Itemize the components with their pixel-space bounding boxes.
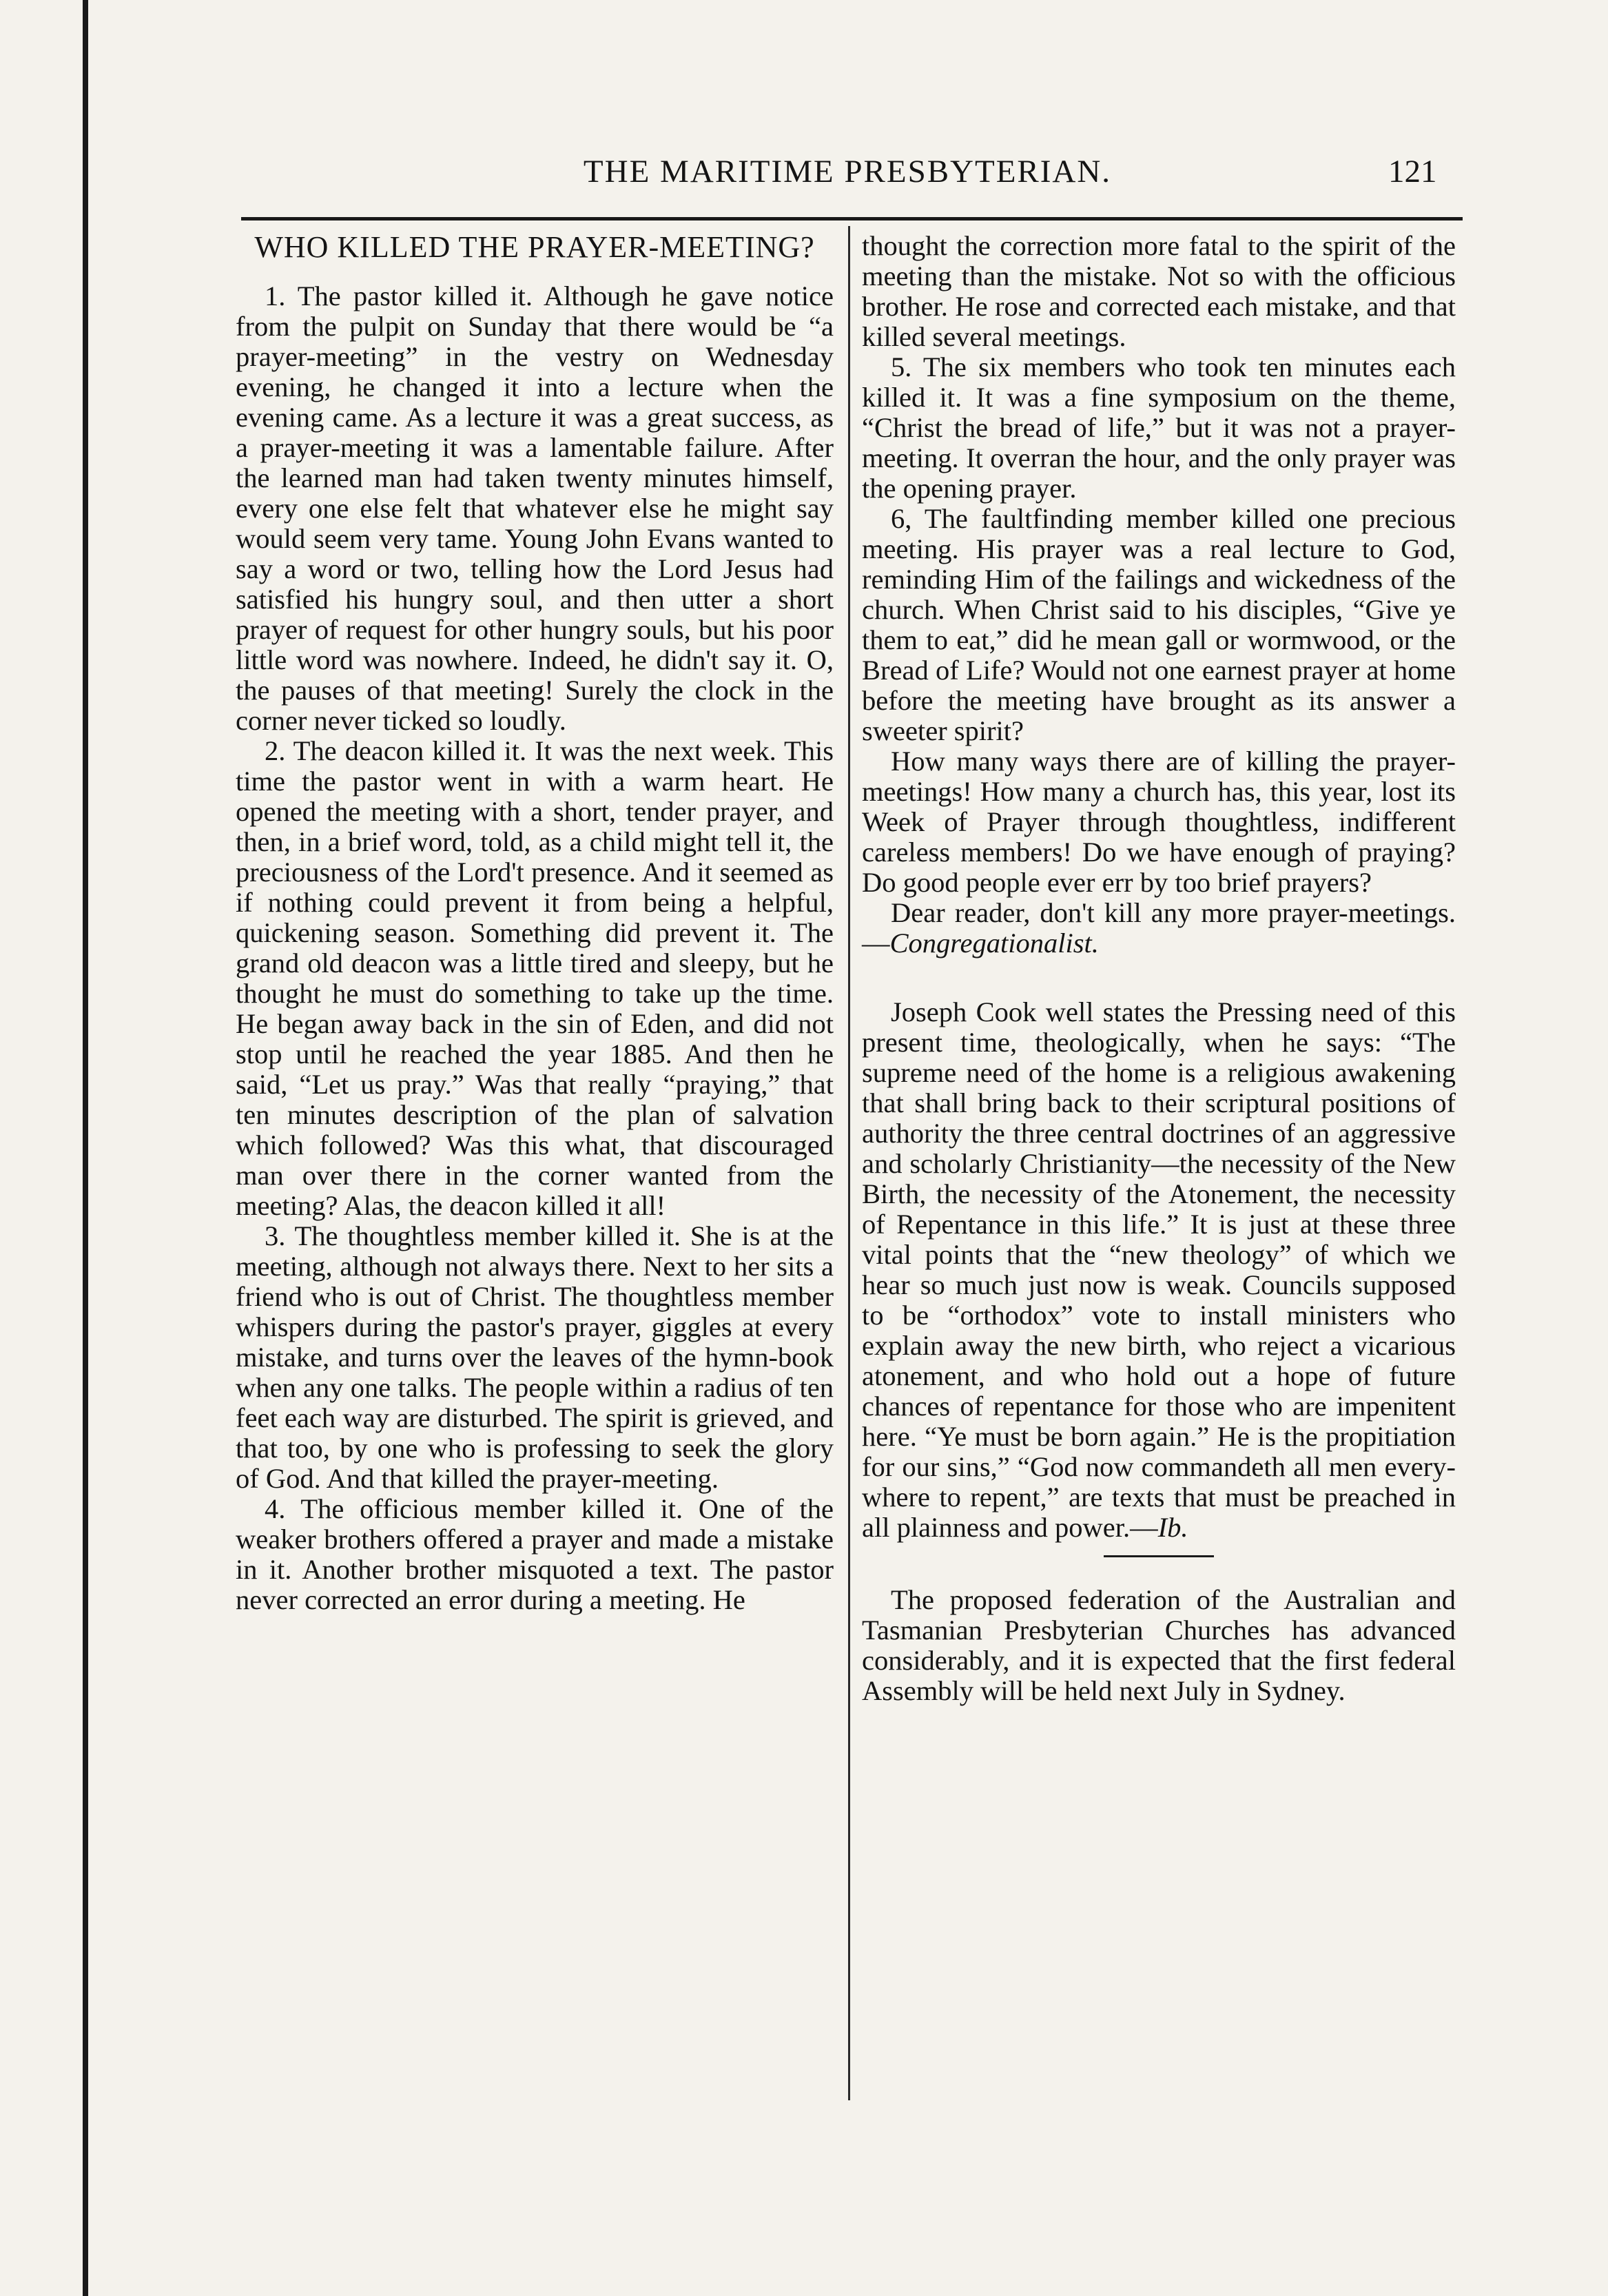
article-title: WHO KILLED THE PRAYER-MEETING?	[254, 230, 815, 264]
paragraph-how-many-ways: How many ways there are of killing the prayer-meetings! How many a church has, this year, lost its Week of Prayer through thoughtless, indifferent careless members! Do we have enough of praying? Do good people ever err by too brief prayers?	[862, 746, 1456, 898]
joseph-cook-text: Joseph Cook well states the Pressing need of this present time, theologically, when he says: “The supreme need of the home is a religious awakening that shall bring back to their scriptural positions of authority the three central doctrines of an aggressive and scholarly Christianity—the necessity of the New Birth, the necessity of the Atonement, the necessity of Repentance in this life.” It is just at these three vital points that the “new theology” of which we hear so much just now is weak. Councils supposed to be “orthodox” vote to install ministers who explain away the new birth, who reject a vicarious atonement, and who hold out a hope of future chances of repentance for those who are impenitent here. “Ye must be born again.” He is the propitiation for our sins,” “God now commandeth all men every-where to repent,” are texts that must be preached in all plainness and power.—	[862, 996, 1456, 1543]
right-column	[862, 231, 1456, 1706]
source-ib: Ib.	[1157, 1512, 1188, 1543]
paragraph-pastor: 1. The pastor killed it. Although he gave notice from the pulpit on Sunday that there would be “a prayer-meeting” in the vestry on Wednesday evening, he changed it into a lecture when the evening came. As a lecture it was a great success, as a prayer-meeting it was a lamentable failure. After the learned man had taken twenty minutes himself, every one else felt that whatever else he might say would seem very tame. Young John Evans wanted to say a word or two, telling how the Lord Jesus had satisfied his hungry soul, and then utter a short prayer of request for other hungry souls, but his poor little word was nowhere. Indeed, he didn't say it. O, the pauses of that meeting! Surely the clock in the corner never ticked so loudly.	[236, 280, 834, 736]
section-separator	[1104, 1555, 1214, 1557]
paragraph-officious-member: 4. The officious member killed it. One of the weaker brothers offered a prayer and made a mistake in it. Another brother misquoted a text. The pastor never corrected an error during a meeting. He	[236, 1493, 834, 1615]
dear-reader-text: Dear reader, don't kill any more prayer-meetings.—	[862, 897, 1456, 959]
paragraph-officious-continued: thought the correction more fatal to the spirit of the meeting than the mistake. Not so with the officious brother. He rose and corrected each mistake, and that killed several meetings.	[862, 230, 1456, 352]
paragraph-joseph-cook	[862, 997, 1456, 1543]
paragraph-dear-reader	[862, 898, 1456, 959]
paragraph-thoughtless-member: 3. The thoughtless member killed it. She is at the meeting, although not always there. Next to her sits a friend who is out of Christ. The thoughtless member whispers during the pastor's prayer, giggles at every mistake, and turns over the leaves of the hymn-book when any one talks. The people within a radius of ten feet each way are disturbed. The spirit is grieved, and that too, by one who is professing to seek the glory of God. And that killed the prayer-meeting.	[236, 1220, 834, 1494]
running-title: THE MARITIME PRESBYTERIAN.	[583, 154, 1112, 189]
page-binding-edge	[83, 0, 88, 2296]
paragraph-faultfinding-member: 6, The faultfinding member killed one precious meeting. His prayer was a real lecture to God, reminding Him of the failings and wickedness of the church. When Christ said to his disciples, “Give ye them to eat,” did he mean gall or wormwood, or the Bread of Life? Would not one earnest prayer at home before the meeting have brought as its answer a sweeter spirit?	[862, 503, 1456, 746]
page-number: 121	[1388, 154, 1437, 189]
paragraph-deacon: 2. The deacon killed it. It was the next week. This time the pastor went in with a warm heart. He opened the meeting with a short, tender prayer, and then, in a brief word, told, as a child might tell it, the preciousness of the Lord't presence. And it seemed as if nothing could prevent it from being a helpful, quickening season. Something did prevent it. The grand old deacon was a little tired and sleepy, but he thought he must do something to take up the time. He began away back in the sin of Eden, and did not stop until he reached the year 1885. And then he said, “Let us pray.” Was that really “praying,” that ten minutes description of the plan of salvation which followed? Was this what, that discouraged man over there in the corner wanted from the meeting? Alas, the deacon killed it all!	[236, 735, 834, 1221]
paragraph-federation: The proposed federation of the Australian and Tasmanian Presbyterian Churches has advanced considerably, and it is expected that the first federal Assembly will be held next July in Sydney.	[862, 1584, 1456, 1706]
paragraph-six-members: 5. The six members who took ten minutes each killed it. It was a fine symposium on the theme, “Christ the bread of life,” but it was not a prayer-meeting. It overran the hour, and the only prayer was the opening prayer.	[862, 351, 1456, 504]
left-column	[236, 231, 834, 1615]
header-rule	[241, 217, 1463, 221]
column-rule	[848, 226, 850, 2100]
section-gap	[862, 959, 1456, 997]
page-header	[0, 153, 1608, 201]
source-congregationalist: Congregationalist.	[889, 927, 1099, 959]
